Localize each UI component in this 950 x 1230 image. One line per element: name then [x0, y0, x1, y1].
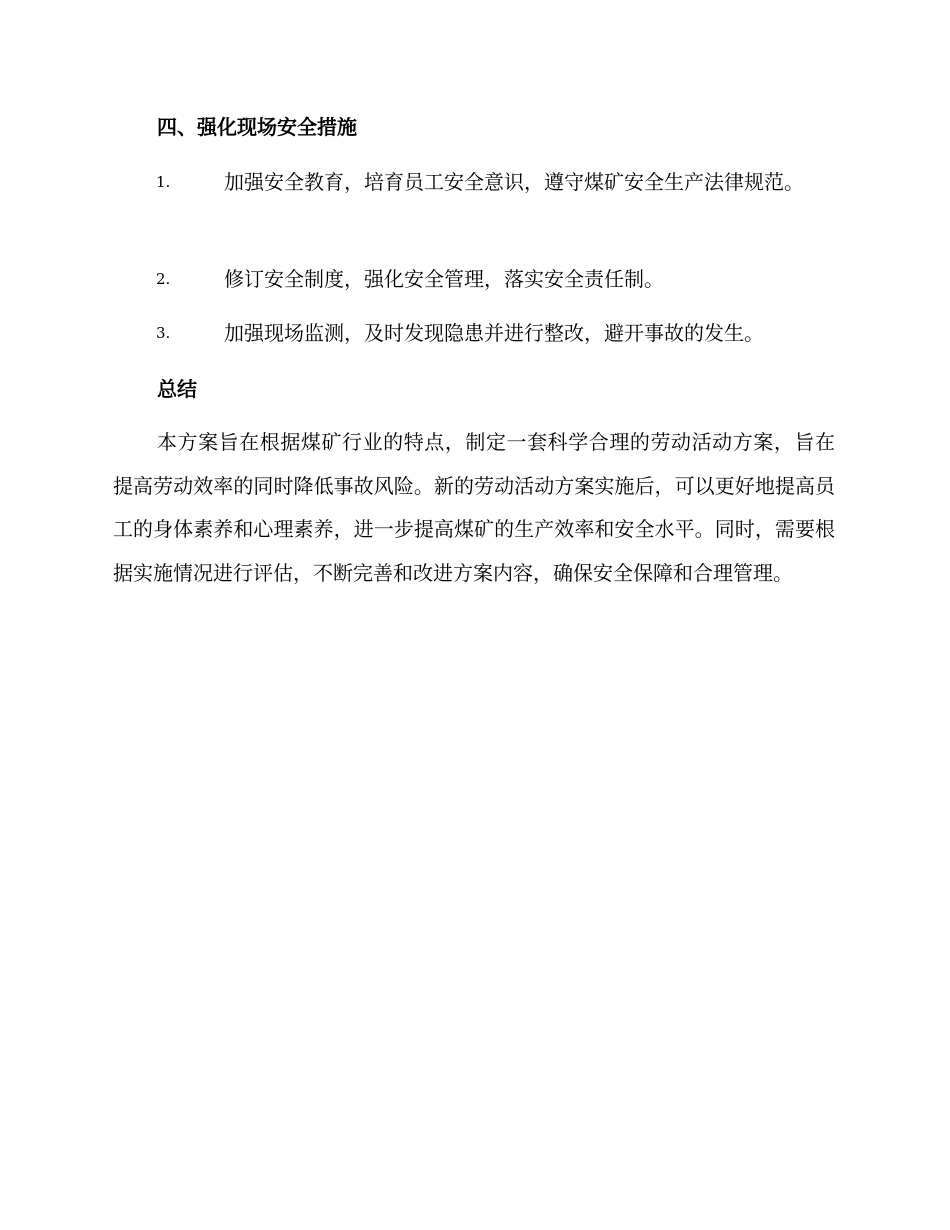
list-item-text: 加强安全教育，培育员工安全意识，遵守煤矿安全生产法律规范。: [224, 170, 804, 194]
list-item: [113, 312, 833, 355]
list-item-number: 1.: [156, 173, 171, 191]
section-four-heading: 四、强化现场安全措施: [157, 115, 357, 139]
summary-heading: 总结: [157, 377, 197, 401]
list-item-number: 2.: [156, 270, 171, 288]
list-item-text: 修订安全制度，强化安全管理，落实安全责任制。: [224, 267, 664, 291]
summary-paragraph: 本方案旨在根据煤矿行业的特点，制定一套科学合理的劳动活动方案，旨在提高劳动效率的同时降低事故风险。新的劳动活动方案实施后，可以更好地提高员工的身体素养和心理素养，进一步提高煤矿的生产效率和安全水平。同时，需要根据实施情况进行评估，不断完善和改进方案内容，确保安全保障和合理管理。: [113, 430, 835, 585]
list-item: [113, 258, 833, 301]
list-item-text: 加强现场监测，及时发现隐患并进行整改，避开事故的发生。: [224, 321, 764, 345]
list-item-number: 3.: [156, 324, 171, 342]
list-item: [113, 161, 833, 204]
